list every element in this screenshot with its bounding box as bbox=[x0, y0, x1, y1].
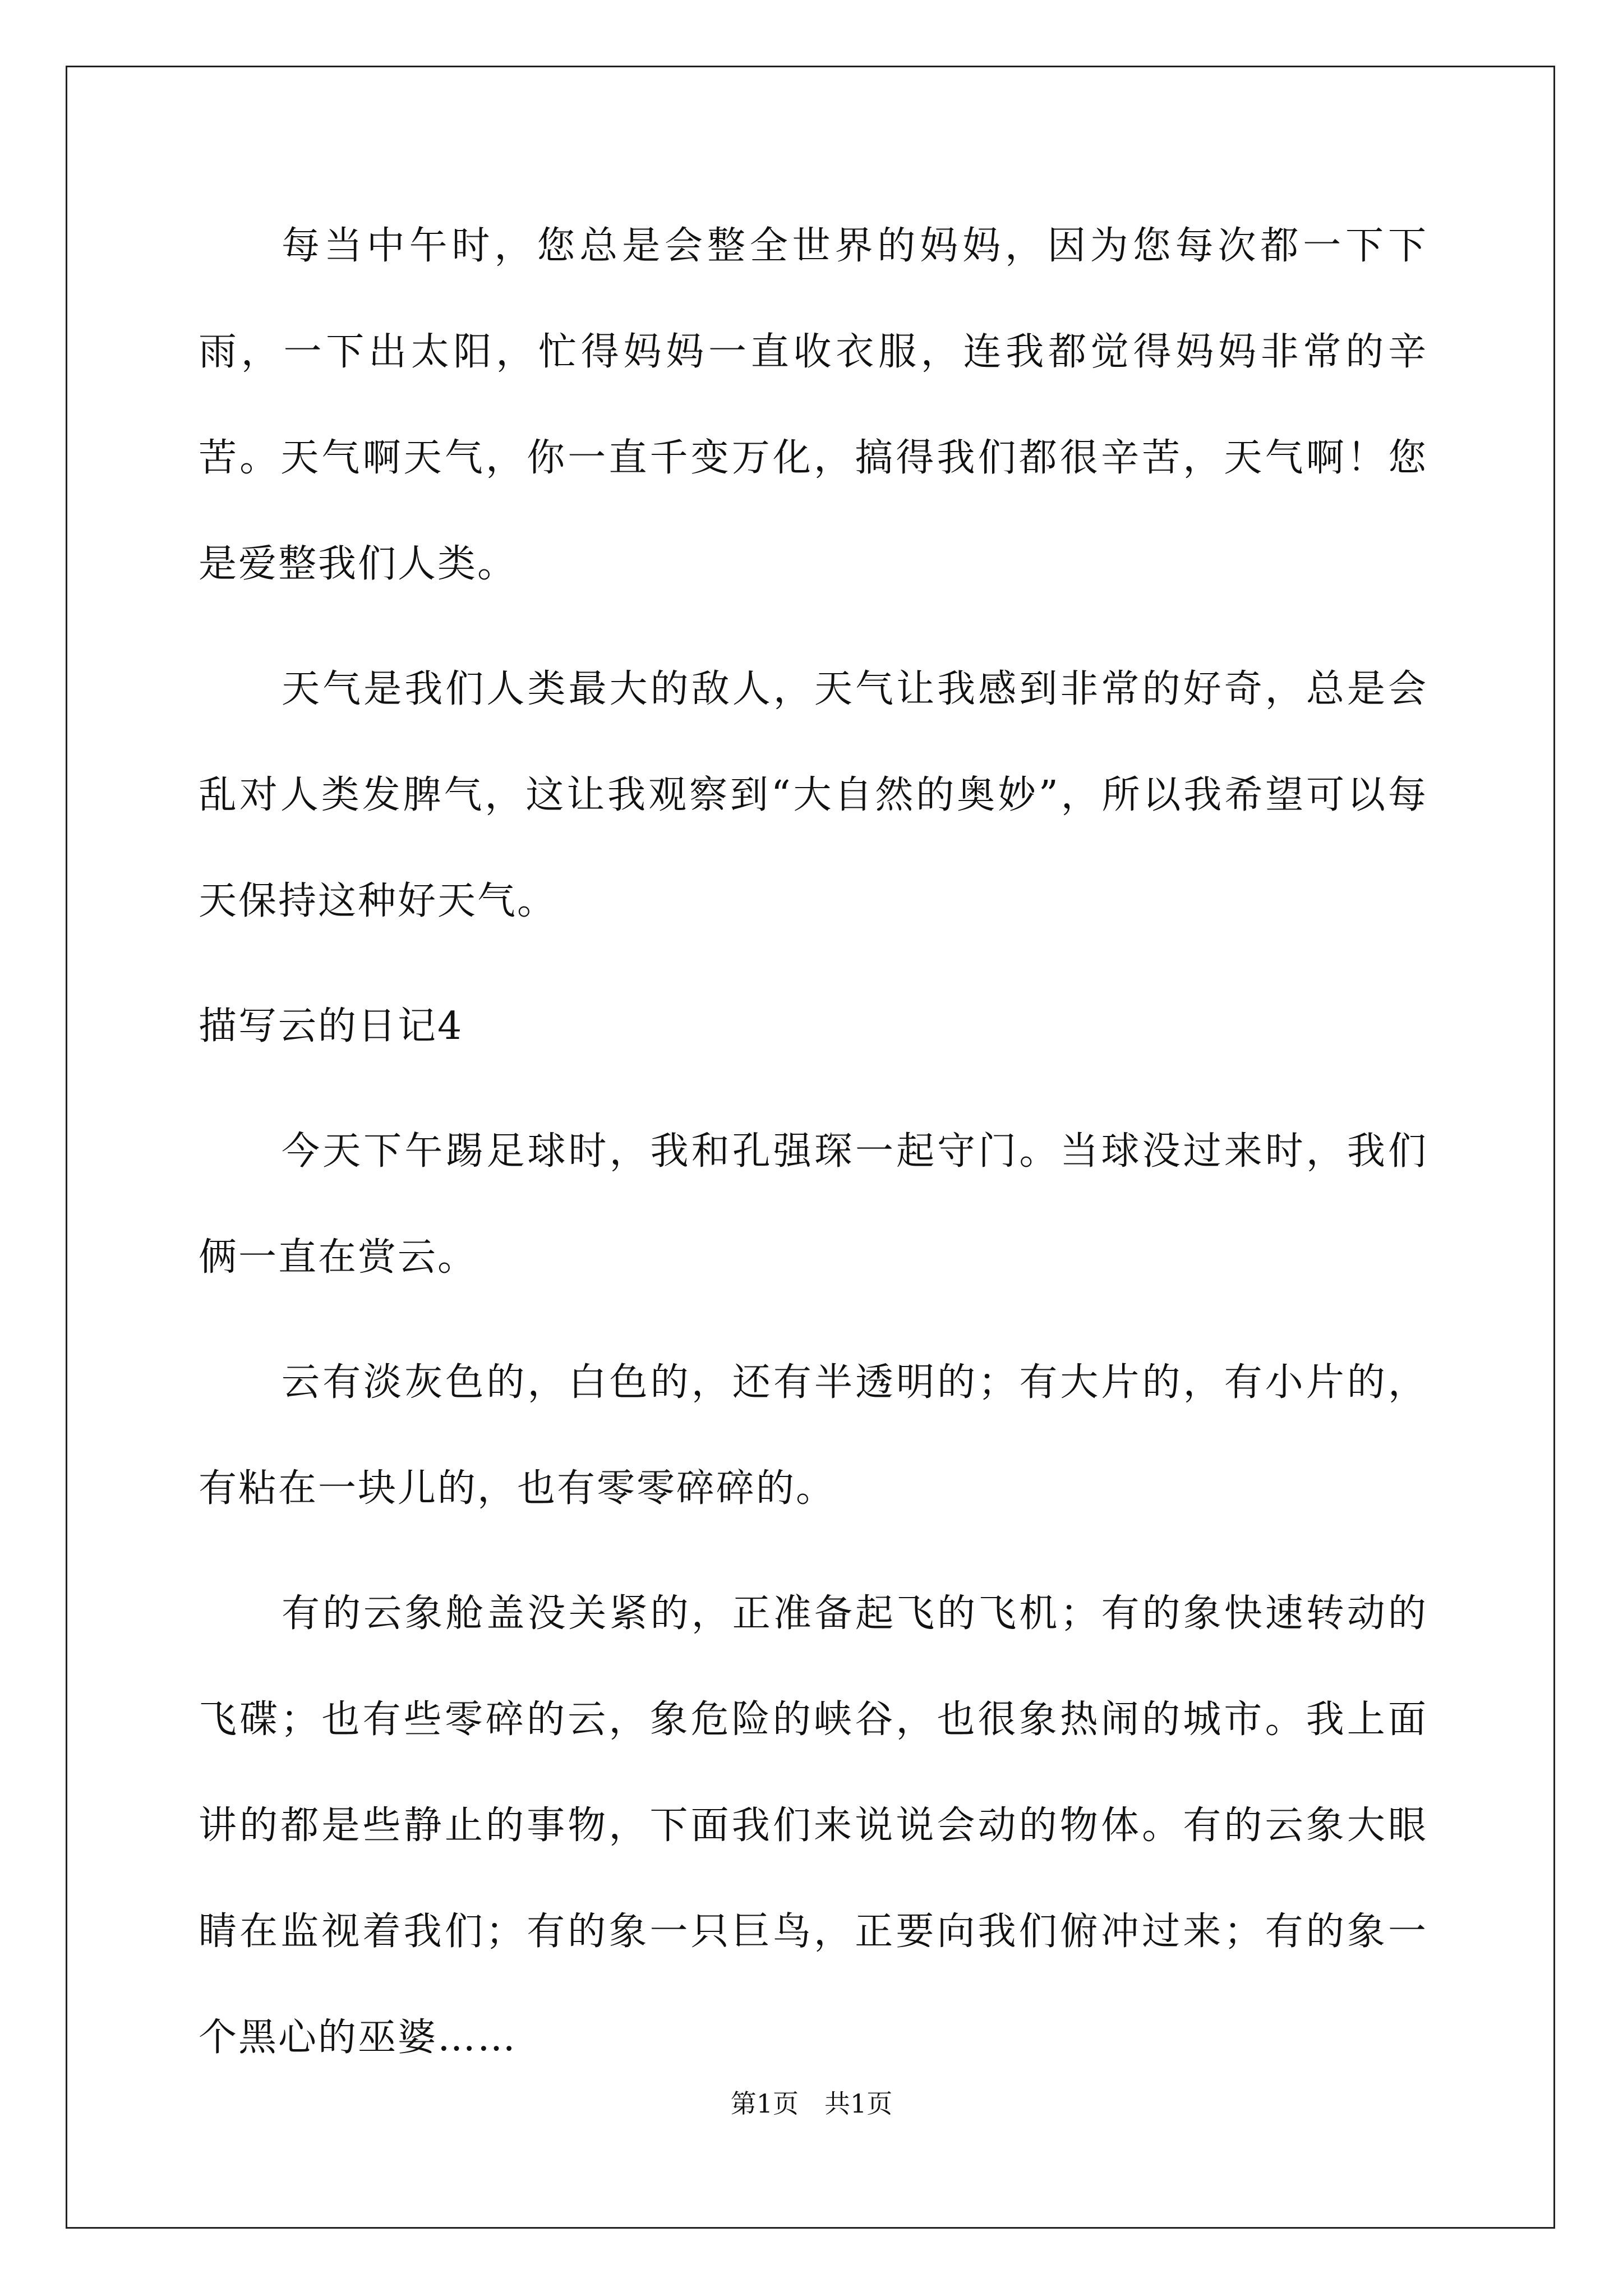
paragraph: 天气是我们人类最大的敌人，天气让我感到非常的好奇，总是会乱对人类发脾气，这让我观察到“大自然的奥妙”，所以我希望可以每天保持这种好天气。 bbox=[199, 667, 1428, 923]
paragraph: 每当中午时，您总是会整全世界的妈妈，因为您每次都一下下雨，一下出太阳，忙得妈妈一直收衣服，连我都觉得妈妈非常的辛苦。天气啊天气，你一直千变万化，搞得我们都很辛苦，天气啊！您是爱整我们人类。 bbox=[199, 224, 1428, 586]
paragraph: 云有淡灰色的，白色的，还有半透明的；有大片的，有小片的，有粘在一块儿的，也有零零碎碎的。 bbox=[199, 1360, 1428, 1511]
paragraph: 有的云象舱盖没关紧的，正准备起飞的飞机；有的象快速转动的飞碟；也有些零碎的云，象危险的峡谷，也很象热闹的城市。我上面讲的都是些静止的事物，下面我们来说说会动的物体。有的云象大眼睛在监视着我们；有的象一只巨鸟，正要向我们俯冲过来；有的象一个黑心的巫婆…… bbox=[199, 1591, 1428, 2060]
page-number-footer: 第1页 共1页 bbox=[730, 2088, 893, 2119]
section-heading: 描写云的日记4 bbox=[199, 1004, 464, 1048]
paragraph: 今天下午踢足球时，我和孔强琛一起守门。当球没过来时，我们俩一直在赏云。 bbox=[199, 1129, 1428, 1280]
document-body bbox=[199, 193, 1428, 2091]
